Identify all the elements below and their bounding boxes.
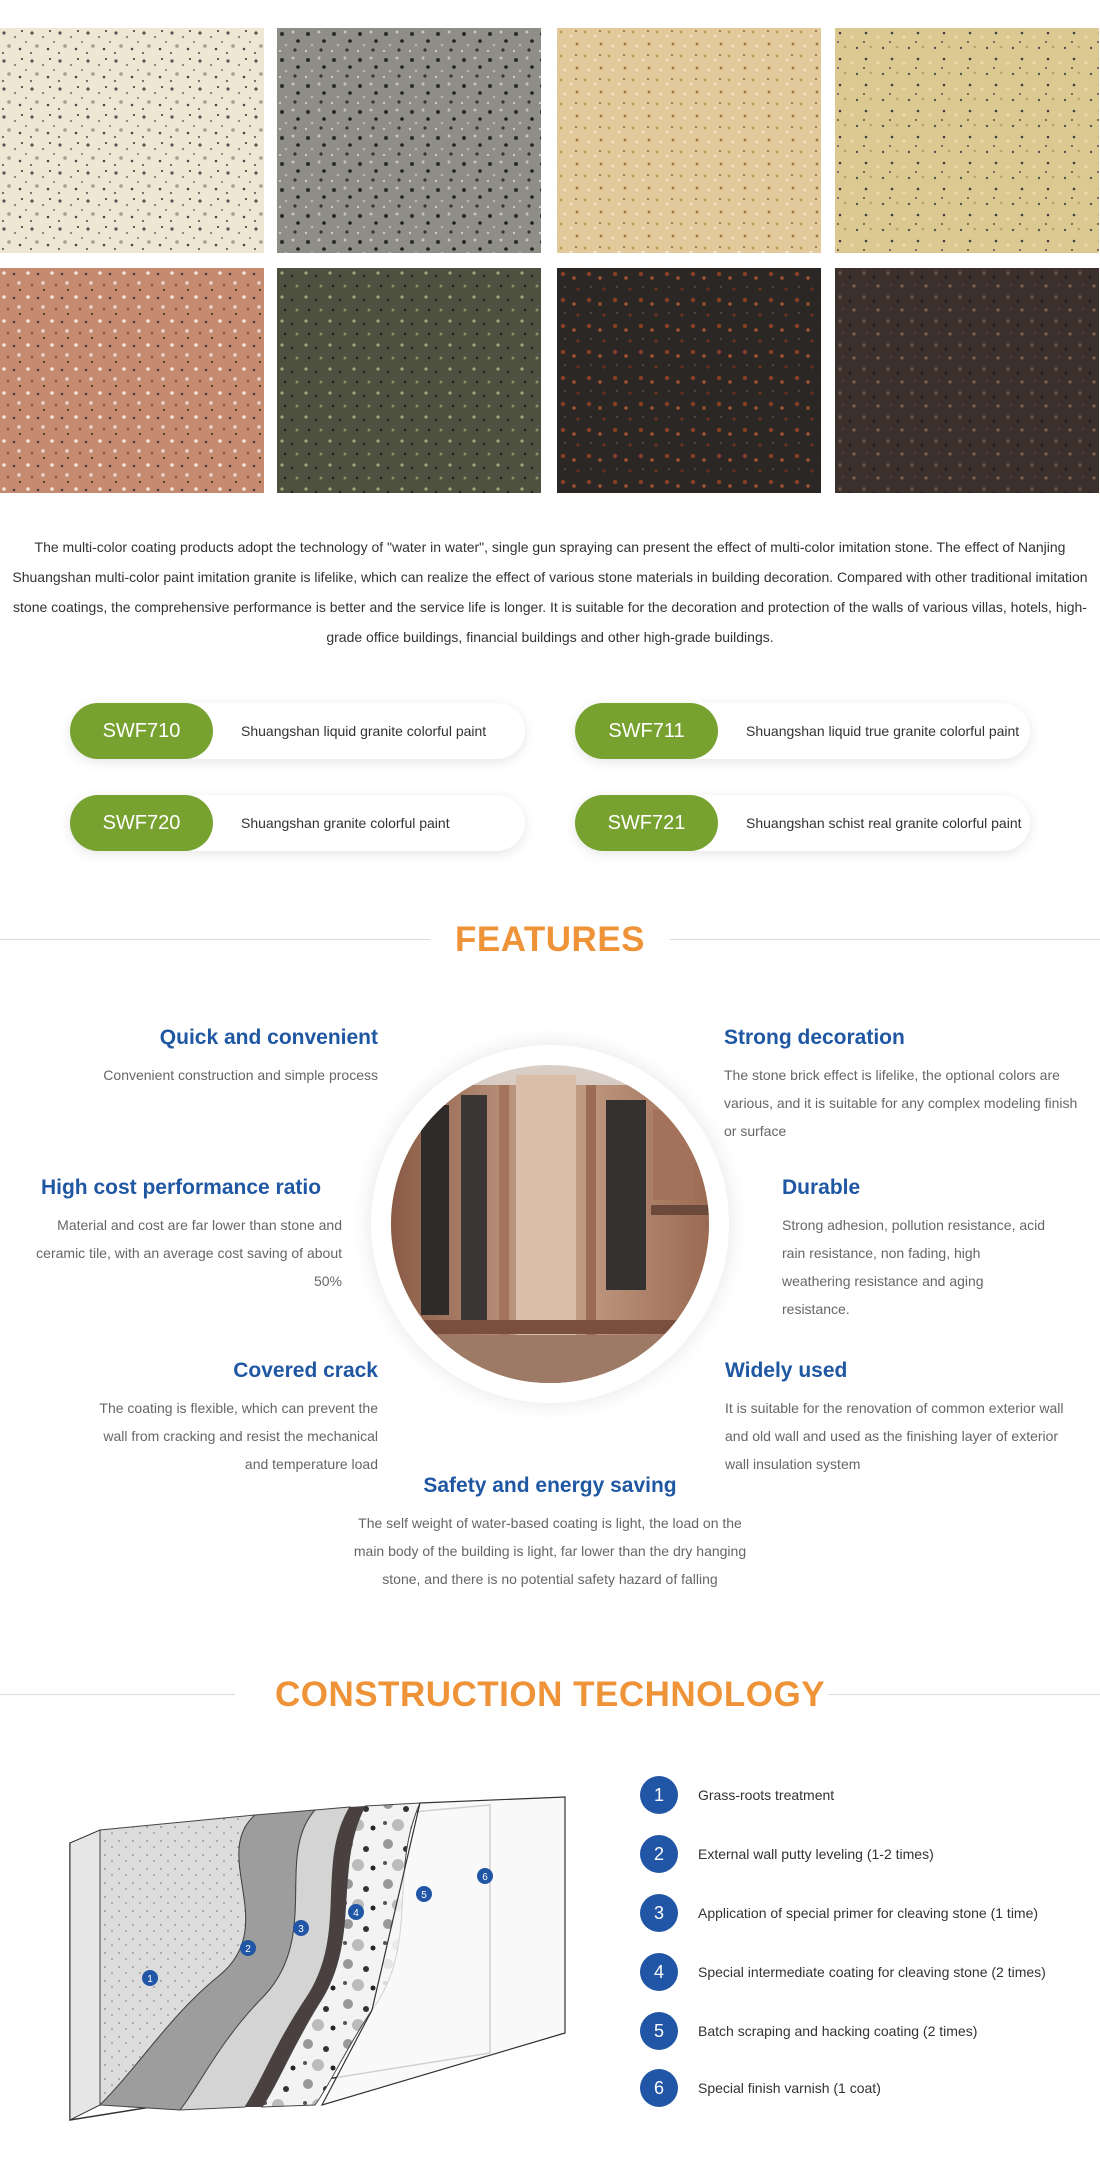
feature-title: Widely used	[725, 1359, 848, 1382]
swatch-brown-granite	[835, 268, 1099, 493]
product-pill[interactable]	[70, 795, 525, 851]
product-name: Shuangshan liquid true granite colorful paint	[746, 723, 1020, 739]
swatch-image	[557, 28, 821, 253]
step-label: Special intermediate coating for cleaving stone (2 times)	[698, 1964, 1046, 1980]
step-label: External wall putty leveling (1-2 times)	[698, 1846, 934, 1862]
diagram-marker: 2	[245, 1944, 251, 1955]
step-number: 5	[640, 2012, 678, 2050]
feature-decoration	[724, 1023, 1084, 1145]
swatch-image	[835, 28, 1099, 253]
diagram-marker: 6	[482, 1872, 488, 1883]
feature-text: The stone brick effect is lifelike, the optional colors are various, and it is suitable for any complex modeling finish or surface	[724, 1067, 1078, 1139]
diagram-marker: 3	[298, 1924, 304, 1935]
features-heading	[0, 915, 1100, 965]
diagram-marker: 5	[421, 1890, 427, 1901]
swatch-image	[277, 268, 541, 493]
feature-text: It is suitable for the renovation of common exterior wall and old wall and used as the finishing layer of exterior wall insulation system	[725, 1400, 1064, 1472]
feature-title: Strong decoration	[724, 1026, 905, 1049]
step-label: Batch scraping and hacking coating (2 times)	[698, 2023, 978, 2039]
product-pill[interactable]	[575, 795, 1030, 851]
step-number: 3	[640, 1894, 678, 1932]
product-code: SWF710	[70, 703, 213, 759]
stone-swatch-grid	[0, 28, 1100, 493]
construction-heading	[0, 1670, 1100, 1720]
swatch-pink-granite	[0, 268, 264, 493]
product-name: Shuangshan liquid granite colorful paint	[241, 723, 487, 739]
intro-paragraph: The multi-color coating products adopt the technology of "water in water", single gun spraying can present the effect of multi-color imitation stone. The effect of Nanjing Shuangshan multi-color paint imitation granite is lifelike, which can realize the effect of various stone materials in building decoration. Compared with other traditional imitation stone coatings, the comprehensive performance is better and the service life is longer. It is suitable for the decoration and protection of the walls of various villas, hotels, high-grade office buildings, financial buildings and other high-grade buildings.	[12, 539, 1088, 645]
swatch-image	[557, 268, 821, 493]
feature-title: Durable	[782, 1176, 861, 1199]
feature-text: Material and cost are far lower than stone and ceramic tile, with an average cost saving of about 50%	[36, 1217, 342, 1289]
step-number: 6	[640, 2069, 678, 2107]
swatch-yellow-granite	[835, 28, 1099, 253]
diagram-marker: 4	[353, 1908, 359, 1919]
coating-layers-diagram	[60, 1795, 580, 2125]
product-code: SWF711	[575, 703, 718, 759]
feature-text: Strong adhesion, pollution resistance, acid rain resistance, non fading, high weathering resistance and aging resistance.	[782, 1217, 1046, 1317]
swatch-sand-granite	[557, 28, 821, 253]
step-number: 1	[640, 1776, 678, 1814]
swatch-image	[277, 28, 541, 253]
feature-title: Covered crack	[233, 1359, 378, 1382]
feature-text: The coating is flexible, which can prevent the wall from cracking and resist the mechanical and temperature load	[99, 1400, 378, 1472]
building-photo	[391, 1065, 709, 1383]
feature-title: Safety and energy saving	[423, 1474, 677, 1497]
feature-cost	[20, 1173, 342, 1295]
section-title: CONSTRUCTION TECHNOLOGY	[274, 1675, 826, 1714]
swatch-grey-granite	[277, 28, 541, 253]
feature-title: Quick and convenient	[159, 1026, 378, 1049]
swatch-cream-granite	[0, 28, 264, 253]
product-name: Shuangshan granite colorful paint	[241, 815, 450, 831]
step-label: Grass-roots treatment	[698, 1787, 835, 1803]
swatch-image	[0, 28, 264, 253]
diagram-marker: 1	[147, 1974, 153, 1985]
product-pill[interactable]	[70, 703, 525, 759]
feature-text: Convenient construction and simple process	[103, 1067, 378, 1083]
step-number: 4	[640, 1953, 678, 1991]
product-pill[interactable]	[575, 703, 1030, 759]
swatch-red-black-granite	[557, 268, 821, 493]
step-number: 2	[640, 1835, 678, 1873]
product-name: Shuangshan schist real granite colorful paint	[746, 815, 1022, 831]
swatch-olive-granite	[277, 268, 541, 493]
feature-durable	[782, 1173, 1052, 1323]
feature-widely-used	[725, 1356, 1085, 1478]
feature-crack	[80, 1356, 378, 1478]
building-photo-frame	[371, 1045, 729, 1403]
feature-safety	[345, 1471, 755, 1593]
step-label: Application of special primer for cleaving stone (1 time)	[698, 1905, 1039, 1921]
swatch-image	[835, 268, 1099, 493]
step-label: Special finish varnish (1 coat)	[698, 2080, 881, 2096]
product-code: SWF721	[575, 795, 718, 851]
swatch-image	[0, 268, 264, 493]
product-code: SWF720	[70, 795, 213, 851]
feature-text: The self weight of water-based coating is light, the load on the main body of the building is light, far lower than the dry hanging stone, and there is no potential safety hazard of falling	[353, 1515, 747, 1587]
feature-quick	[60, 1023, 378, 1089]
section-title: FEATURES	[454, 920, 646, 959]
feature-title: High cost performance ratio	[40, 1176, 322, 1199]
